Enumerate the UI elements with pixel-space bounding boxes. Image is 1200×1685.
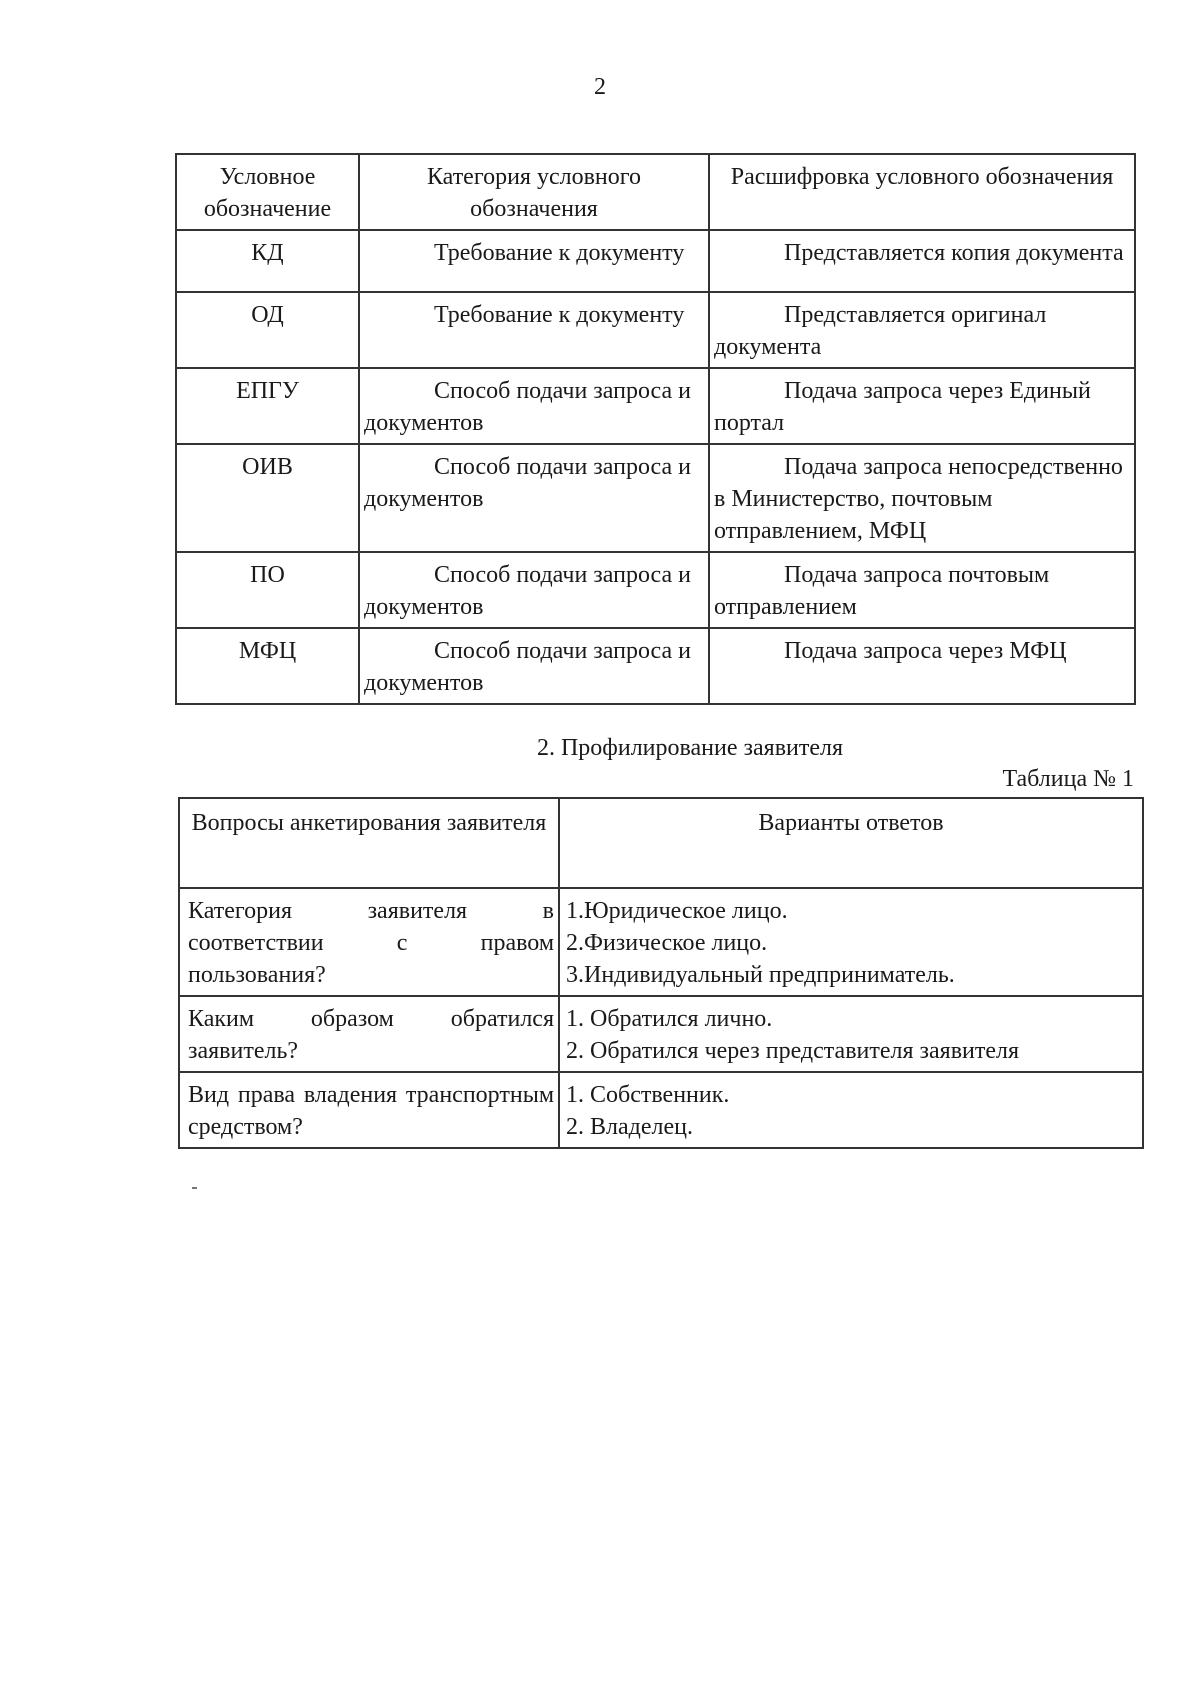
legend-meaning-text: Подача запроса через Единый портал	[714, 378, 1091, 436]
legend-code: ОД	[176, 292, 359, 368]
answer-option: 2. Владелец.	[566, 1114, 693, 1140]
legend-meaning	[709, 292, 1135, 368]
legend-meaning-text: Подача запроса через МФЦ	[784, 638, 1067, 664]
legend-category	[359, 444, 709, 552]
profile-question: Каким образом обратился заявитель?	[179, 996, 559, 1072]
answer-option: 2. Обратился через представителя заявителя	[566, 1038, 1020, 1064]
table-row	[176, 230, 1135, 292]
table-row	[176, 444, 1135, 552]
profile-question: Категория заявителя в соответствии с правом пользования?	[179, 888, 559, 996]
legend-category-text: Требование к документу	[434, 240, 685, 266]
table-row	[176, 292, 1135, 368]
legend-meaning-text: Представляется оригинал документа	[714, 302, 1047, 360]
answer-option: 3.Индивидуальный предприниматель.	[566, 962, 955, 988]
legend-header-code: Условное обозначение	[176, 154, 359, 230]
legend-table	[175, 153, 1136, 705]
legend-category	[359, 292, 709, 368]
profile-header-questions: Вопросы анкетирования заявителя	[179, 798, 559, 888]
profile-header-answers: Варианты ответов	[559, 798, 1143, 888]
legend-meaning	[709, 628, 1135, 704]
profile-header-row	[179, 798, 1143, 888]
answer-option: 1. Обратился лично.	[566, 1006, 773, 1032]
legend-meaning	[709, 552, 1135, 628]
legend-meaning-text: Подача запроса почтовым отправлением	[714, 562, 1050, 620]
profile-answers	[559, 996, 1143, 1072]
legend-code: ЕПГУ	[176, 368, 359, 444]
legend-category-text: Способ подачи запроса и документов	[364, 454, 691, 512]
answer-option: 2.Физическое лицо.	[566, 930, 768, 956]
legend-category	[359, 230, 709, 292]
table-row	[176, 368, 1135, 444]
table-row	[176, 552, 1135, 628]
table-row	[176, 628, 1135, 704]
answer-option: 1. Собственник.	[566, 1082, 730, 1108]
legend-code: КД	[176, 230, 359, 292]
legend-meaning-text: Представляется копия документа	[784, 240, 1124, 266]
answer-option: 1.Юридическое лицо.	[566, 898, 788, 924]
legend-code: ПО	[176, 552, 359, 628]
table-row	[179, 888, 1143, 996]
legend-code: ОИВ	[176, 444, 359, 552]
legend-category-text: Требование к документу	[434, 302, 685, 328]
legend-meaning	[709, 368, 1135, 444]
legend-code: МФЦ	[176, 628, 359, 704]
legend-header-category: Категория условного обозначения	[359, 154, 709, 230]
section-title: 2. Профилирование заявителя	[536, 735, 844, 761]
legend-header-row	[176, 154, 1135, 230]
legend-category	[359, 628, 709, 704]
profile-question: Вид права владения транспортным средством?	[179, 1072, 559, 1148]
table-row	[179, 1072, 1143, 1148]
scan-speck	[192, 1187, 197, 1189]
profile-answers	[559, 1072, 1143, 1148]
legend-meaning	[709, 444, 1135, 552]
legend-category-text: Способ подачи запроса и документов	[364, 562, 691, 620]
table-caption: Таблица № 1	[1002, 766, 1134, 792]
legend-category-text: Способ подачи запроса и документов	[364, 378, 691, 436]
profile-answers	[559, 888, 1143, 996]
legend-category	[359, 368, 709, 444]
profile-table	[178, 797, 1144, 1149]
legend-category	[359, 552, 709, 628]
legend-category-text: Способ подачи запроса и документов	[364, 638, 691, 696]
legend-meaning	[709, 230, 1135, 292]
page-number: 2	[594, 74, 606, 100]
legend-header-meaning: Расшифровка условного обозначения	[709, 154, 1135, 230]
table-row	[179, 996, 1143, 1072]
legend-meaning-text: Подача запроса непосредственно в Министерство, почтовым отправлением, МФЦ	[714, 454, 1123, 544]
